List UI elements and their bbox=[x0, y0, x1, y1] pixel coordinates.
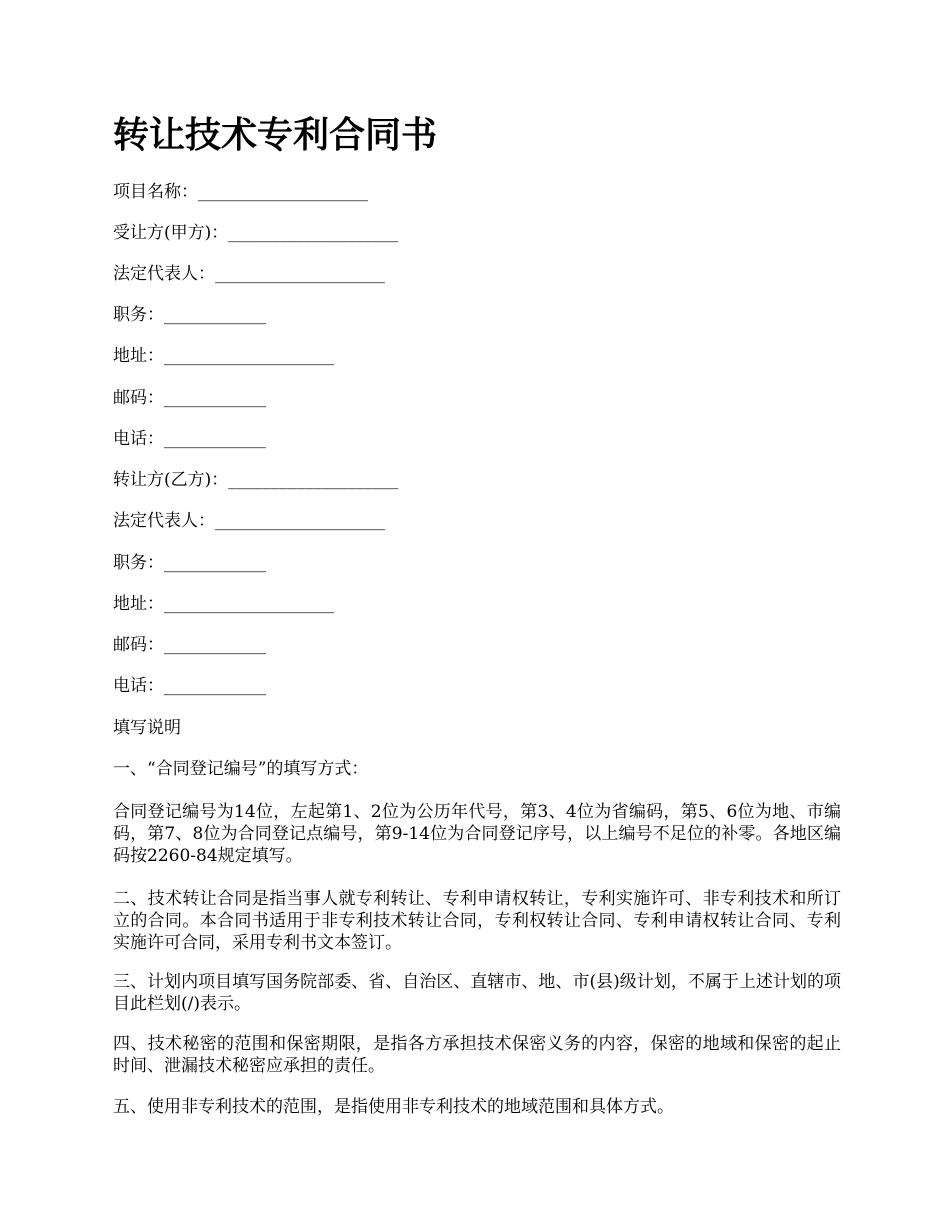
paragraph-2: 二、技术转让合同是指当事人就专利转让、专利申请权转让，专利实施许可、非专利技术和所订立的合同。本合同书适用于非专利技术转让合同，专利权转让合同、专利申请权转让合同、专利实施许可合同，采用专利书文本签订。 bbox=[113, 889, 841, 953]
field-transferee-position: 职务：____________ bbox=[113, 305, 266, 325]
field-transferor-position: 职务：____________ bbox=[113, 553, 266, 573]
field-transferor-phone: 电话：____________ bbox=[113, 676, 266, 696]
field-transferor-address: 地址：____________________ bbox=[113, 594, 334, 614]
paragraph-5: 五、使用非专利技术的范围，是指使用非专利技术的地域范围和具体方式。 bbox=[113, 1097, 674, 1117]
field-project-name: 项目名称：____________________ bbox=[113, 182, 368, 202]
field-transferee: 受让方(甲方)：____________________ bbox=[113, 223, 399, 243]
paragraph-3: 三、计划内项目填写国务院部委、省、自治区、直辖市、地、市(县)级计划，不属于上述计划的项目此栏划(/)表示。 bbox=[113, 972, 841, 1014]
instructions-heading: 填写说明 bbox=[113, 718, 181, 738]
field-transferor-legal-rep: 法定代表人：____________________ bbox=[113, 511, 385, 531]
field-transferee-address: 地址：____________________ bbox=[113, 346, 334, 366]
document-title: 转让技术专利合同书 bbox=[113, 115, 438, 156]
field-transferor-postcode: 邮码：____________ bbox=[113, 635, 266, 655]
field-transferee-postcode: 邮码：____________ bbox=[113, 388, 266, 408]
paragraph-4: 四、技术秘密的范围和保密期限，是指各方承担技术保密义务的内容，保密的地域和保密的起止时间、泄漏技术秘密应承担的责任。 bbox=[113, 1034, 841, 1076]
instruction-1-heading: 一、“合同登记编号”的填写方式： bbox=[113, 759, 369, 779]
field-transferee-legal-rep: 法定代表人：____________________ bbox=[113, 264, 385, 284]
field-transferor: 转让方(乙方)：____________________ bbox=[113, 470, 399, 490]
field-transferee-phone: 电话：____________ bbox=[113, 429, 266, 449]
paragraph-contract-number: 合同登记编号为14位，左起第1、2位为公历年代号，第3、4位为省编码，第5、6位为地、市编码，第7、8位为合同登记点编号，第9-14位为合同登记序号，以上编号不足位的补零。各地区编码按2260-84规定填写。 bbox=[113, 802, 841, 866]
